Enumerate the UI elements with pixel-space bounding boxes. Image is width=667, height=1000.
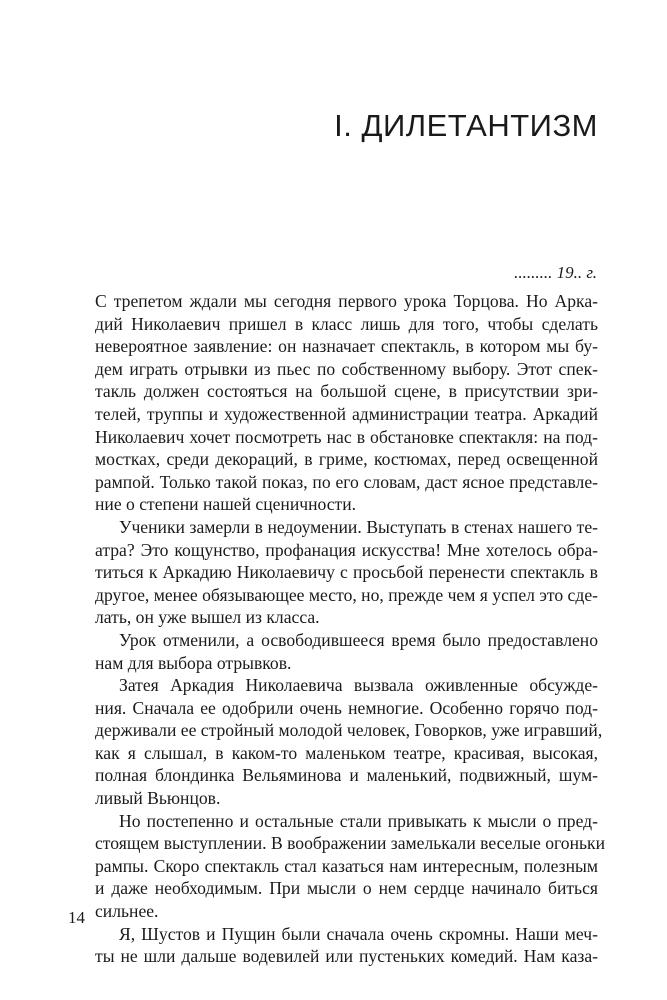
paragraph [95,674,603,810]
paragraph [95,810,606,923]
text-line: рампой. Только такой показ, по его словам, даст ясное представле- [95,471,598,492]
text-line: ния. Сначала ее одобрили очень немногие. Особенно горячо под- [95,697,598,718]
text-line: и даже необходимым. При мысли о нем сердце начинало биться [95,878,598,899]
text-line: другое, менее обязывающее место, но, прежде чем я успел это сде- [95,584,598,605]
text-line: Ученики замерли в недоумении. Выступать в стенах нашего те- [119,516,598,537]
text-line: титься к Аркадию Николаевичу с просьбой перенести спектакль в [95,562,598,583]
text-line: сильнее. [95,901,159,922]
text-line: ты не шли дальше водевилей или пустеньких комедий. Нам каза- [95,946,598,967]
text-line: полная блондинка Вельяминова и маленький, подвижный, шум- [95,765,598,786]
text-line: ние о степени нашей сценичности. [95,494,357,515]
paragraph [95,923,598,968]
text-line: дий Николаевич пришел в класс лишь для того, чтобы сделать [95,313,598,334]
page-number: 14 [68,908,85,927]
text-line: дем играть отрывки из пьес по собственному выбору. Этот спек- [95,358,598,379]
text-line: как я слышал, в каком-то маленьком театре, красивая, высокая, [95,742,598,763]
text-line: держивали ее стройный молодой человек, Говорков, уже игравший, [95,720,603,741]
text-line: Урок отменили, а освободившееся время было предоставлено [119,629,598,650]
text-line: рампы. Скоро спектакль стал казаться нам интересным, полезным [95,855,598,876]
chapter-title: I. ДИЛЕТАНТИЗМ [334,108,598,143]
text-line: Затея Аркадия Николаевича вызвала оживленные обсужде- [119,675,598,696]
text-line: лать, он уже вышел из класса. [95,607,320,628]
text-line: Николаевич хочет посмотреть нас в обстановке спектакля: на под- [95,426,598,447]
text-line: телей, труппы и художественной администрации театра. Аркадий [95,403,598,424]
text-line: Но постепенно и остальные стали привыкать к мысли о пред- [119,810,598,831]
dateline: ......... 19.. г. [514,263,597,282]
text-line: такль должен состояться на большой сцене, в присутствии зри- [95,381,598,402]
text-line: стоящем выступлении. В воображении замелькали веселые огоньки [95,833,606,854]
paragraph [95,290,598,516]
body-text [95,290,606,968]
text-line: атра? Это кощунство, профанация искусства! Мне хотелось обра- [95,539,598,560]
text-line: невероятное заявление: он назначает спектакль, в котором мы бу- [95,336,598,357]
paragraph [95,629,598,674]
text-line: ливый Вьюнцов. [95,788,221,809]
paragraph [95,516,598,629]
text-line: С трепетом ждали мы сегодня первого урока Торцова. Но Арка- [95,291,598,311]
text-line: мостках, среди декораций, в гриме, костюмах, перед освещенной [95,449,598,470]
text-line: нам для выбора отрывков. [95,652,292,673]
text-line: Я, Шустов и Пущин были сначала очень скромны. Наши меч- [119,923,598,944]
